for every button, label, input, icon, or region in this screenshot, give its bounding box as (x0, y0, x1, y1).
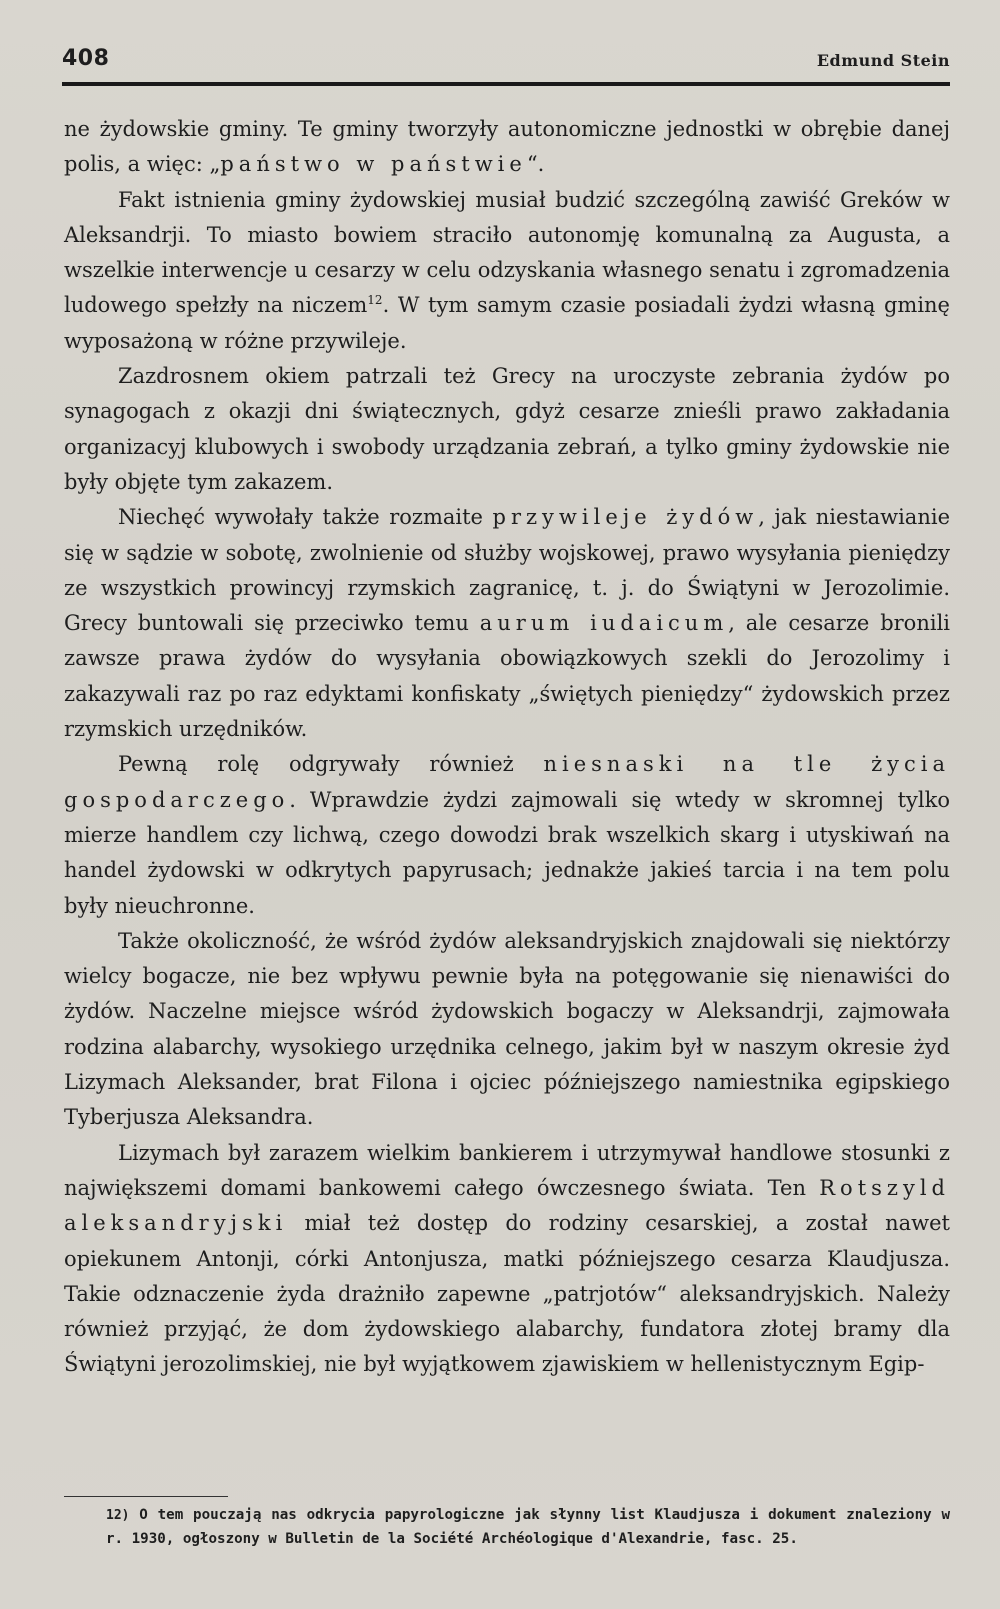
paragraph (64, 112, 950, 183)
footnote-marker: 12) (106, 1508, 130, 1523)
text-run: Pewną rolę odgrywały również (118, 752, 544, 777)
spaced-emphasis: niesnaski na tle życia gospodarczego (64, 752, 950, 812)
paragraph (64, 183, 950, 359)
body-text (64, 112, 950, 1383)
page-number: 408 (62, 46, 110, 71)
text-run: Fakt istnienia gminy żydowskiej musiał budzić szczególną zawiść Greków w Aleksandrji. To miasto bowiem straciło autonomję komunalną za Augusta, a wszelkie interwencje u cesarzy w celu odzyskania własnego senatu i zgromadzenia ludowego spełzły na niczem (64, 187, 950, 318)
spaced-emphasis: państwo w państwie (220, 152, 527, 177)
paragraph (64, 1136, 950, 1383)
text-run: . Wprawdzie żydzi zajmowali się wtedy w skromnej tylko mierze handlem czy lichwą, czego dowodzi brak wszelkich skarg i utyskiwań na handel żydowski w odkrytych papyrusach; jednakże jakieś tarcia i na tem polu były nieuchronne. (64, 787, 950, 918)
text-run: Zazdrosnem okiem patrzali też Grecy na uroczyste zebrania żydów po synagogach z okazji dni świątecznych, gdyż cesarze znieśli prawo zakładania organizacyj klubowych i swobody urządzania zebrań, a tylko gminy żydowskie nie były objęte tym zakazem. (64, 364, 950, 494)
spaced-emphasis: aurum iudaicum (479, 611, 729, 636)
spaced-emphasis: Rotszyld aleksandryjski (64, 1175, 950, 1236)
paragraph (64, 359, 950, 500)
footnote (64, 1504, 950, 1551)
footnote-reference: 12 (367, 293, 383, 308)
paragraph (64, 747, 950, 923)
text-run: , jak niestawianie się w sądzie w sobotę, zwolnienie od służby wojskowej, prawo wysyłania pieniędzy ze wszystkich prowincyj rzymskich zagranicę, t. j. do Świątyni w Jerozolimie. Grecy buntowali się przeciwko temu (64, 505, 950, 636)
footnote-rule (64, 1496, 228, 1497)
running-head: Edmund Stein (816, 51, 950, 70)
text-run: miał też dostęp do rodziny cesarskiej, a został nawet opiekunem Antonji, córki Antonjusza, matki późniejszego cesarza Klaudjusza. Takie odznaczenie żyda drażniło zapewne „patrjotów“ aleksandryjskich. Należy również przyjąć, że dom żydowskiego alabarchy, fundatora złotej bramy dla Świątyni jerozolimskiej, nie był wyjątkowem zjawiskiem w hellenistycznym Egip- (64, 1211, 950, 1377)
footnote-text: O tem pouczają nas odkrycia papyrologiczne jak słynny list Klaudjusza i dokument znaleziony w r. 1930, ogłoszony w Bulletin de la Société Archéologique d'Alexandrie, fasc. 25. (106, 1507, 951, 1547)
text-run: , ale cesarze bronili zawsze prawa żydów do wysyłania obowiązkowych szekli do Jerozolimy i zakazywali raz po raz edyktami konfiskaty „świętych pieniędzy“ żydowskich przez rzymskich urzędników. (64, 611, 951, 742)
text-run: Niechęć wywołały także rozmaite (118, 505, 493, 530)
header-rule (62, 82, 950, 86)
text-run: “. (526, 152, 545, 177)
text-run: Także okoliczność, że wśród żydów aleksandryjskich znajdowali się niektórzy wielcy bogacze, nie bez wpływu pewnie była na potęgowanie się nienawiści do żydów. Naczelne miejsce wśród żydowskich bogaczy w Aleksandrji, zajmowała rodzina alabarchy, wysokiego urzędnika celnego, jakim był w naszym okresie żyd Lizymach Aleksander, brat Filona i ojciec późniejszego namiestnika egipskiego Tyberjusza Aleksandra. (64, 928, 950, 1130)
page-header (62, 44, 950, 80)
text-run: Lizymach był zarazem wielkim bankierem i utrzymywał handlowe stosunki z największemi domami bankowemi całego ówczesnego świata. Ten (64, 1140, 950, 1200)
spaced-emphasis: przywileje żydów (492, 505, 759, 530)
text-run: ne żydowskie gminy. Te gminy tworzyły autonomiczne jednostki w obrębie danej polis, a więc: „ (64, 117, 950, 177)
text-run: . W tym samym czasie posiadali żydzi własną gminę wyposażoną w różne przywileje. (64, 293, 950, 353)
paragraph (64, 924, 950, 1136)
paragraph (64, 500, 950, 747)
